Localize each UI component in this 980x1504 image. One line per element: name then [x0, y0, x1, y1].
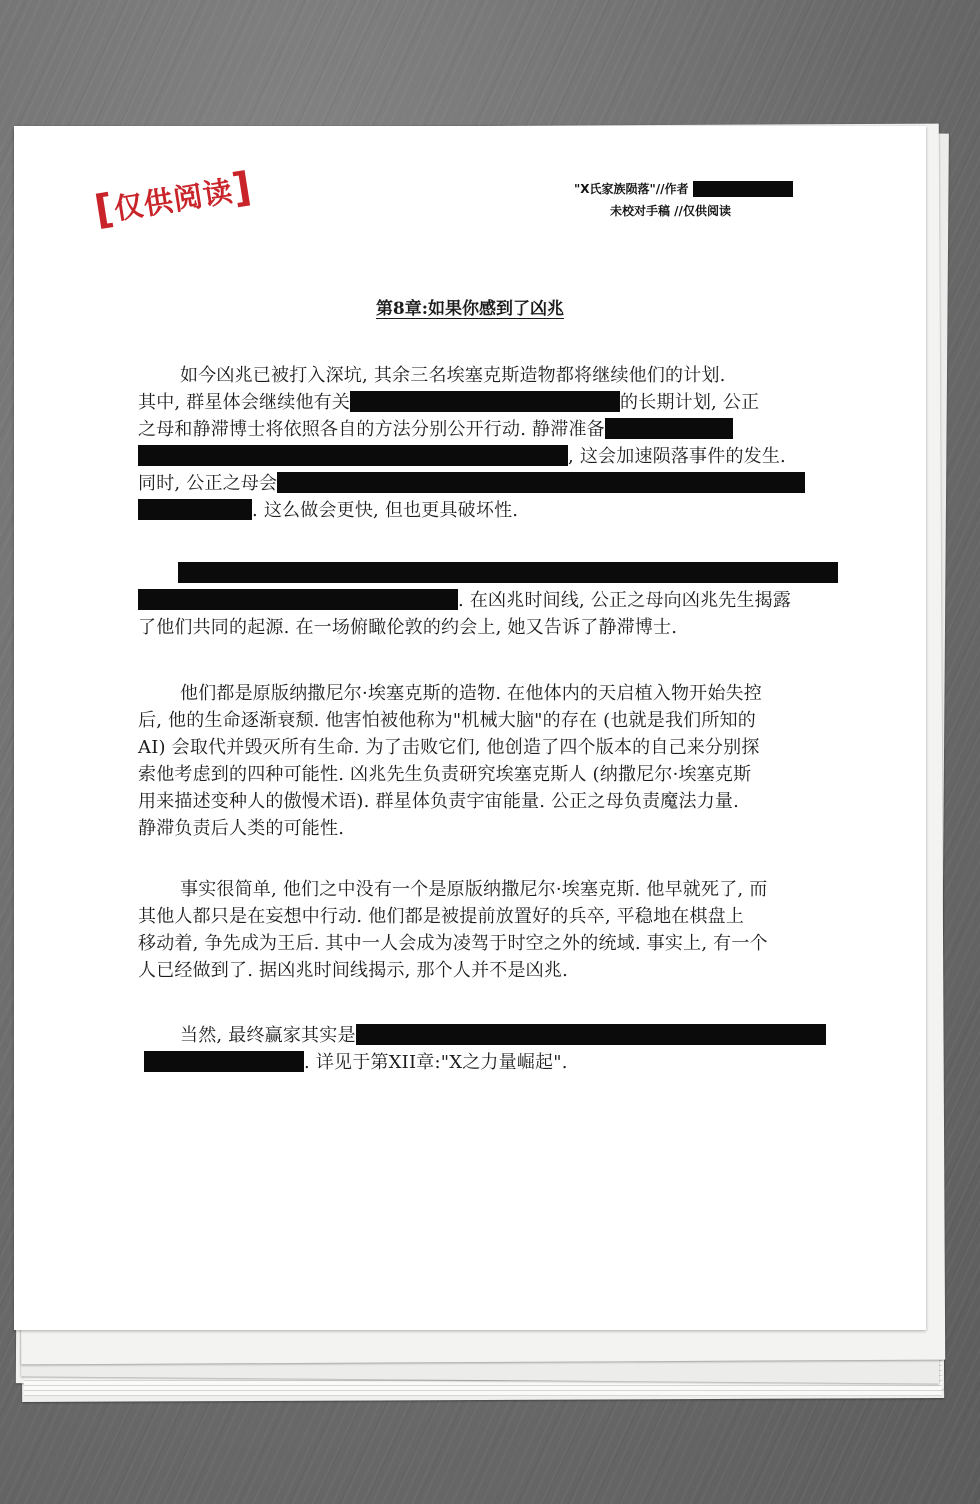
- redacted-author-name: [693, 181, 793, 197]
- manuscript-header: [574, 178, 874, 222]
- text-line: [138, 470, 838, 497]
- text-line: AI) 会取代并毁灭所有生命. 为了击败它们, 他创造了四个版本的自己来分别探: [138, 737, 760, 758]
- text-line: 如今凶兆已被打入深坑, 其余三名埃塞克斯造物都将继续他们的计划.: [180, 365, 726, 386]
- book-title-author-label: "X氏家族陨落"//作者: [574, 182, 689, 196]
- stamp-bracket-left: [: [91, 185, 118, 234]
- chapter-title: 第8章:如果你感到了凶兆: [375, 299, 565, 319]
- paragraph-4: [138, 876, 838, 984]
- paragraph-5: [138, 1022, 838, 1076]
- paragraph-1: [138, 362, 838, 524]
- text-line: 索他考虑到的四种可能性. 凶兆先生负责研究埃塞克斯人 (纳撒尼尔·埃塞克斯: [138, 764, 752, 785]
- text-line: [138, 443, 838, 470]
- redaction-bar: [356, 1024, 826, 1045]
- redaction-bar: [138, 445, 568, 466]
- manuscript-page: [14, 126, 926, 1330]
- text-line: 他们都是原版纳撒尼尔·埃塞克斯的造物. 在他体内的天启植入物开始失控: [180, 683, 762, 704]
- redaction-bar: [138, 589, 458, 610]
- text-line: 用来描述变种人的傲慢术语). 群星体负责宇宙能量. 公正之母负责魔法力量.: [138, 791, 740, 812]
- text-segment: . 在凶兆时间线, 公正之母向凶兆先生揭露: [458, 590, 792, 611]
- text-segment: 其中, 群星体会继续他有关: [138, 392, 351, 413]
- text-line: [138, 416, 838, 443]
- paragraph-2: [138, 560, 838, 641]
- text-line: 其他人都只是在妄想中行动. 他们都是被提前放置好的兵卒, 平稳地在棋盘上: [138, 906, 745, 927]
- text-line: 移动着, 争先成为王后. 其中一人会成为凌驾于时空之外的统域. 事实上, 有一个: [138, 933, 768, 954]
- text-segment: , 这会加速陨落事件的发生.: [568, 446, 786, 467]
- text-segment: 之母和静滞博士将依照各自的方法分别公开行动. 静滞准备: [138, 419, 605, 440]
- redaction-bar: [605, 418, 733, 439]
- text-line: 后, 他的生命逐渐衰颓. 他害怕被他称为"机械大脑"的存在 (也就是我们所知的: [138, 710, 756, 731]
- text-line: [138, 1022, 838, 1049]
- text-line: 人已经做到了. 据凶兆时间线揭示, 那个人并不是凶兆.: [138, 960, 569, 981]
- text-segment: . 这么做会更快, 但也更具破坏性.: [252, 500, 519, 521]
- text-segment: 当然, 最终赢家其实是: [180, 1025, 356, 1046]
- text-line: 事实很简单, 他们之中没有一个是原版纳撒尼尔·埃塞克斯. 他早就死了, 而: [180, 879, 768, 900]
- redaction-bar: [350, 391, 620, 412]
- redaction-bar: [138, 499, 252, 520]
- text-segment: 同时, 公正之母会: [138, 473, 278, 494]
- redaction-bar: [144, 1051, 304, 1072]
- redaction-bar: [277, 472, 805, 493]
- text-line: 静滞负责后人类的可能性.: [138, 818, 345, 839]
- text-line: [138, 497, 838, 524]
- paragraph-3: [138, 680, 838, 842]
- read-only-stamp: [91, 163, 256, 234]
- manuscript-status: 未校对手稿 //仅供阅读: [610, 204, 731, 218]
- text-line: [138, 389, 838, 416]
- text-line: [138, 560, 838, 587]
- stamp-text: 仅供阅读: [111, 173, 236, 227]
- stamp-bracket-right: ]: [228, 163, 256, 212]
- text-line: [138, 587, 838, 614]
- text-segment: 的长期计划, 公正: [620, 392, 760, 413]
- text-line: [138, 1049, 838, 1076]
- text-line: 了他们共同的起源. 在一场俯瞰伦敦的约会上, 她又告诉了静滞博士.: [138, 617, 678, 638]
- text-segment: . 详见于第XII章:"X之力量崛起".: [304, 1052, 568, 1073]
- redaction-bar: [178, 562, 838, 583]
